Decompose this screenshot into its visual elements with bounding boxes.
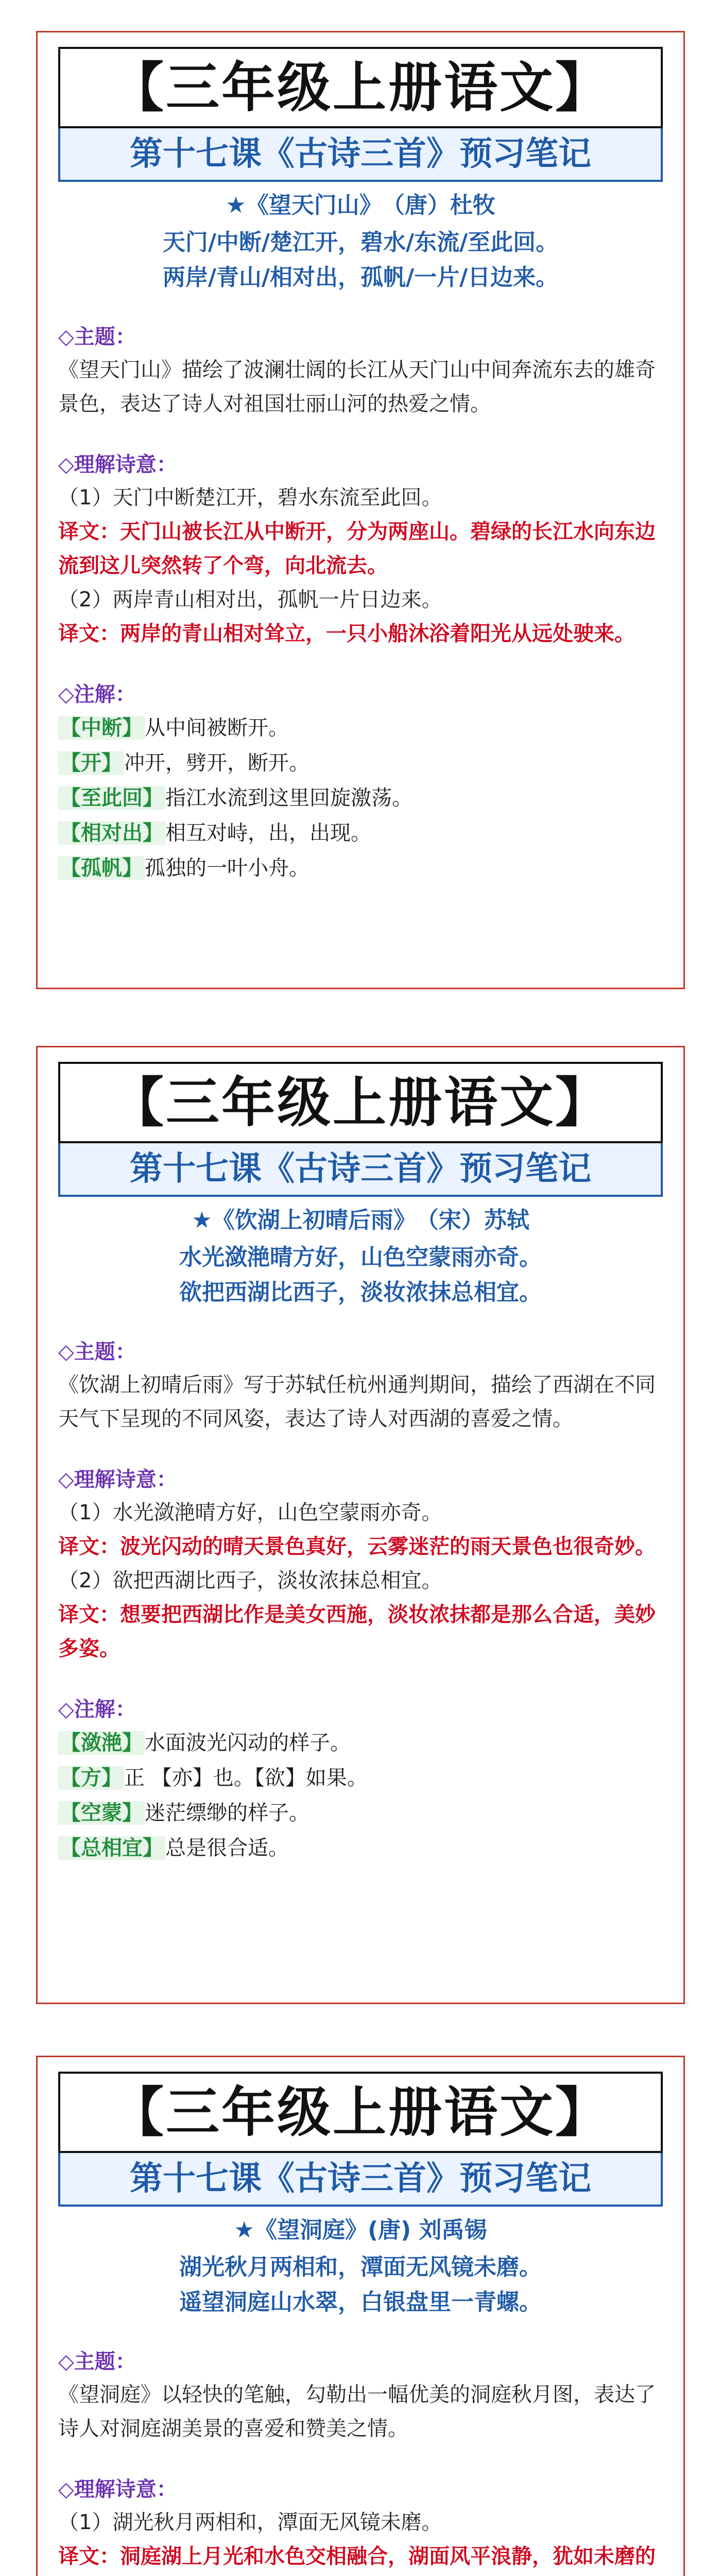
poem-meta: ★《望洞庭》(唐) 刘禹锡 <box>234 2217 487 2243</box>
gloss-text: 从中间被断开。 <box>145 716 289 740</box>
section-label: ◇主题： <box>58 325 136 349</box>
section-label: ◇注解： <box>58 1698 136 1721</box>
gloss-text: 孤独的一叶小舟。 <box>145 856 310 880</box>
section-label: ◇理解诗意： <box>58 453 177 477</box>
translation: 译文：天门山被长江从中断开，分为两座山。碧绿的长江水向东边流到这儿突然转了个弯，向北流去。 <box>58 520 656 578</box>
poem-verse: 欲把西湖比西子，淡妆浓抹总相宜。 <box>179 1279 542 1306</box>
section-label: ◇主题： <box>58 2350 136 2374</box>
page-title: 【三年级上册语文】 <box>58 47 663 128</box>
gloss-term: 【总相宜】 <box>58 1836 165 1860</box>
gloss-text: 迷茫缥缈的样子。 <box>145 1801 310 1825</box>
section-label: ◇主题： <box>58 1340 136 1364</box>
gloss-text: 冲开，劈开，断开。 <box>124 751 310 775</box>
gloss-term: 【孤帆】 <box>58 856 145 880</box>
verse-line: （2）两岸青山相对出，孤帆一片日边来。 <box>58 588 442 612</box>
notes-section <box>58 1693 663 1866</box>
lesson-title: 第十七课《古诗三首》预习笔记 <box>58 2153 663 2207</box>
gloss-text: 水面波光闪动的样子。 <box>145 1731 351 1755</box>
poem-verse: 水光潋滟晴方好，山色空蒙雨亦奇。 <box>179 1244 542 1270</box>
gloss-term: 【空蒙】 <box>58 1801 145 1825</box>
translate-section <box>58 2473 663 2576</box>
theme-section <box>58 1336 663 1436</box>
gloss-item <box>58 1795 663 1831</box>
theme-text: 《望洞庭》以轻快的笔触，勾勒出一幅优美的洞庭秋月图，表达了诗人对洞庭湖美景的喜爱和赞美之情。 <box>58 2383 656 2441</box>
verse-line: （2）欲把西湖比西子，淡妆浓抹总相宜。 <box>58 1569 442 1592</box>
poem-verse: 两岸/青山/相对出，孤帆/一片/日边来。 <box>162 264 559 291</box>
section-label: ◇理解诗意： <box>58 1468 177 1492</box>
gloss-text: 指江水流到这里回旋激荡。 <box>165 786 413 810</box>
page-title: 【三年级上册语文】 <box>58 1062 663 1143</box>
gloss-item <box>58 1760 663 1795</box>
theme-section <box>58 321 663 421</box>
card-header <box>58 47 663 295</box>
verse-line: （1）湖光秋月两相和，潭面无风镜未磨。 <box>58 2511 442 2534</box>
lesson-title: 第十七课《古诗三首》预习笔记 <box>58 128 663 182</box>
translate-section <box>58 449 663 651</box>
gloss-text: 正 【亦】也。【欲】如果。 <box>124 1766 368 1790</box>
translation: 译文：洞庭湖上月光和水色交相融合，湖面风平浪静，犹如未磨的 <box>58 2545 656 2568</box>
translation: 译文：两岸的青山相对耸立，一只小船沐浴着阳光从远处驶来。 <box>58 622 635 646</box>
page-title: 【三年级上册语文】 <box>58 2072 663 2153</box>
verse-line: （1）天门中断楚江开，碧水东流至此回。 <box>58 486 442 510</box>
note-card-2 <box>36 1046 685 2004</box>
gloss-term: 【中断】 <box>58 716 145 740</box>
lesson-title: 第十七课《古诗三首》预习笔记 <box>58 1143 663 1197</box>
gloss-item <box>58 1725 663 1760</box>
translation: 译文：波光闪动的晴天景色真好，云雾迷茫的雨天景色也很奇妙。 <box>58 1535 656 1558</box>
gloss-term: 【开】 <box>58 751 124 775</box>
note-card-3 <box>36 2056 685 2576</box>
poem-verse: 天门/中断/楚江开，碧水/东流/至此回。 <box>162 229 559 256</box>
gloss-term: 【方】 <box>58 1766 124 1790</box>
note-card-1 <box>36 31 685 989</box>
theme-text: 《饮湖上初晴后雨》写于苏轼任杭州通判期间，描绘了西湖在不同天气下呈现的不同风姿，表达了诗人对西湖的喜爱之情。 <box>58 1373 656 1431</box>
section-label: ◇理解诗意： <box>58 2478 177 2501</box>
notes-section <box>58 679 663 886</box>
section-label: ◇注解： <box>58 683 136 706</box>
poem-meta: ★《望天门山》 （唐）杜牧 <box>226 192 495 218</box>
gloss-item <box>58 851 663 886</box>
poem-verse: 湖光秋月两相和，潭面无风镜未磨。 <box>179 2254 542 2280</box>
gloss-item <box>58 710 663 745</box>
card-header <box>58 2072 663 2320</box>
poem-meta: ★《饮湖上初晴后雨》 （宋）苏轼 <box>192 1207 529 1233</box>
gloss-item <box>58 781 663 816</box>
theme-section <box>58 2346 663 2446</box>
gloss-item <box>58 816 663 851</box>
gloss-text: 相互对峙，出，出现。 <box>165 821 371 845</box>
verse-line: （1）水光潋滟晴方好，山色空蒙雨亦奇。 <box>58 1501 442 1524</box>
gloss-term: 【至此回】 <box>58 786 165 810</box>
poem-verse: 遥望洞庭山水翠，白银盘里一青螺。 <box>179 2289 542 2315</box>
gloss-item <box>58 745 663 781</box>
card-header <box>58 1062 663 1310</box>
translate-section <box>58 1464 663 1666</box>
theme-text: 《望天门山》描绘了波澜壮阔的长江从天门山中间奔流东去的雄奇景色，表达了诗人对祖国壮丽山河的热爱之情。 <box>58 358 656 416</box>
gloss-term: 【潋滟】 <box>58 1731 145 1755</box>
gloss-text: 总是很合适。 <box>165 1836 289 1860</box>
gloss-item <box>58 1831 663 1866</box>
gloss-term: 【相对出】 <box>58 821 165 845</box>
translation: 译文：想要把西湖比作是美女西施，淡妆浓抹都是那么合适，美妙多姿。 <box>58 1603 656 1660</box>
